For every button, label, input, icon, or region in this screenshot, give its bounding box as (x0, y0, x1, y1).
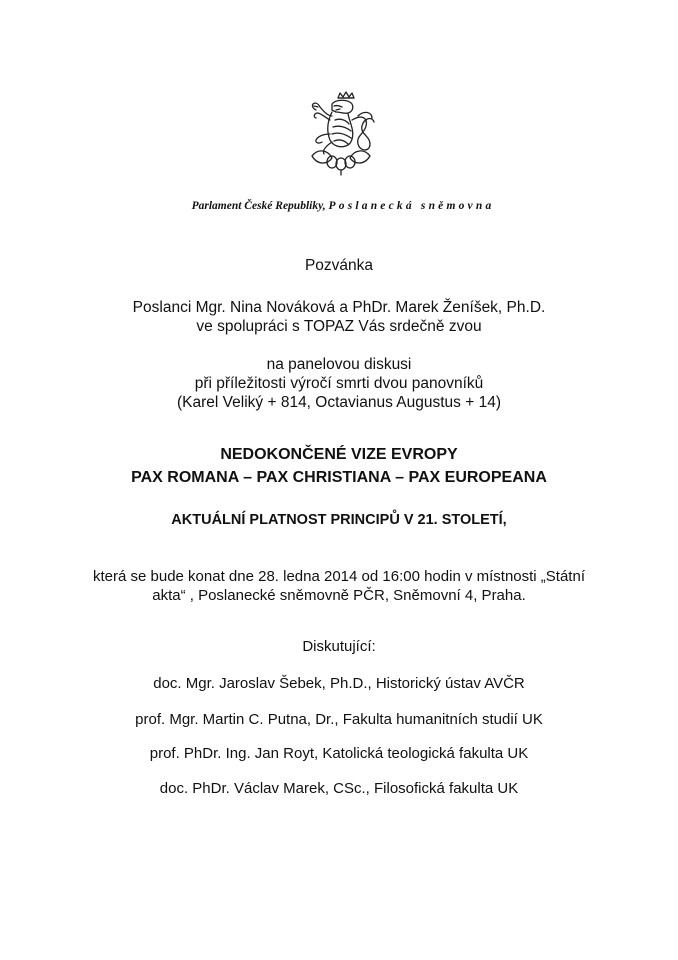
speaker-item: doc. Mgr. Jaroslav Šebek, Ph.D., Historický ústav AVČR (153, 675, 525, 692)
purpose-line-3: (Karel Veliký + 814, Octavianus Augustus + 14) (177, 394, 501, 411)
speaker-item: prof. PhDr. Ing. Jan Royt, Katolická teologická fakulta UK (149, 745, 529, 762)
event-details-line-1: která se bude konat dne 28. ledna 2014 od 16:00 hodin v místnosti „Státní (92, 568, 585, 585)
invitation-title: Pozvánka (304, 257, 374, 274)
event-subtitle: AKTUÁLNÍ PLATNOST PRINCIPŮ V 21. STOLETÍ, (171, 512, 507, 528)
event-details-line-2: akta“ , Poslanecké sněmovně PČR, Sněmovní 4, Praha. (152, 587, 526, 604)
czech-lion-emblem-icon (302, 90, 380, 176)
event-title-line-1: NEDOKONČENÉ VIZE EVROPY (220, 446, 458, 463)
hosts-line-2: ve spolupráci s TOPAZ Vás srdečně zvou (196, 318, 482, 335)
chamber-name: Poslanecká sněmovna (328, 200, 495, 212)
hosts-line-1: Poslanci Mgr. Nina Nováková a PhDr. Marek Ženíšek, Ph.D. (132, 299, 546, 316)
panel-heading: Diskutující: (302, 638, 376, 655)
purpose-line-2: při příležitosti výročí smrti dvou panovníků (194, 375, 484, 392)
speaker-item: prof. Mgr. Martin C. Putna, Dr., Fakulta humanitních studií UK (135, 711, 543, 728)
institution-header (4, 196, 678, 216)
purpose-line-1: na panelovou diskusi (266, 356, 412, 373)
event-title-line-2: PAX ROMANA – PAX CHRISTIANA – PAX EUROPEANA (131, 469, 547, 486)
institution-name: Parlament České Republiky, (191, 200, 326, 212)
speaker-item: doc. PhDr. Václav Marek, CSc., Filosofická fakulta UK (159, 780, 519, 797)
